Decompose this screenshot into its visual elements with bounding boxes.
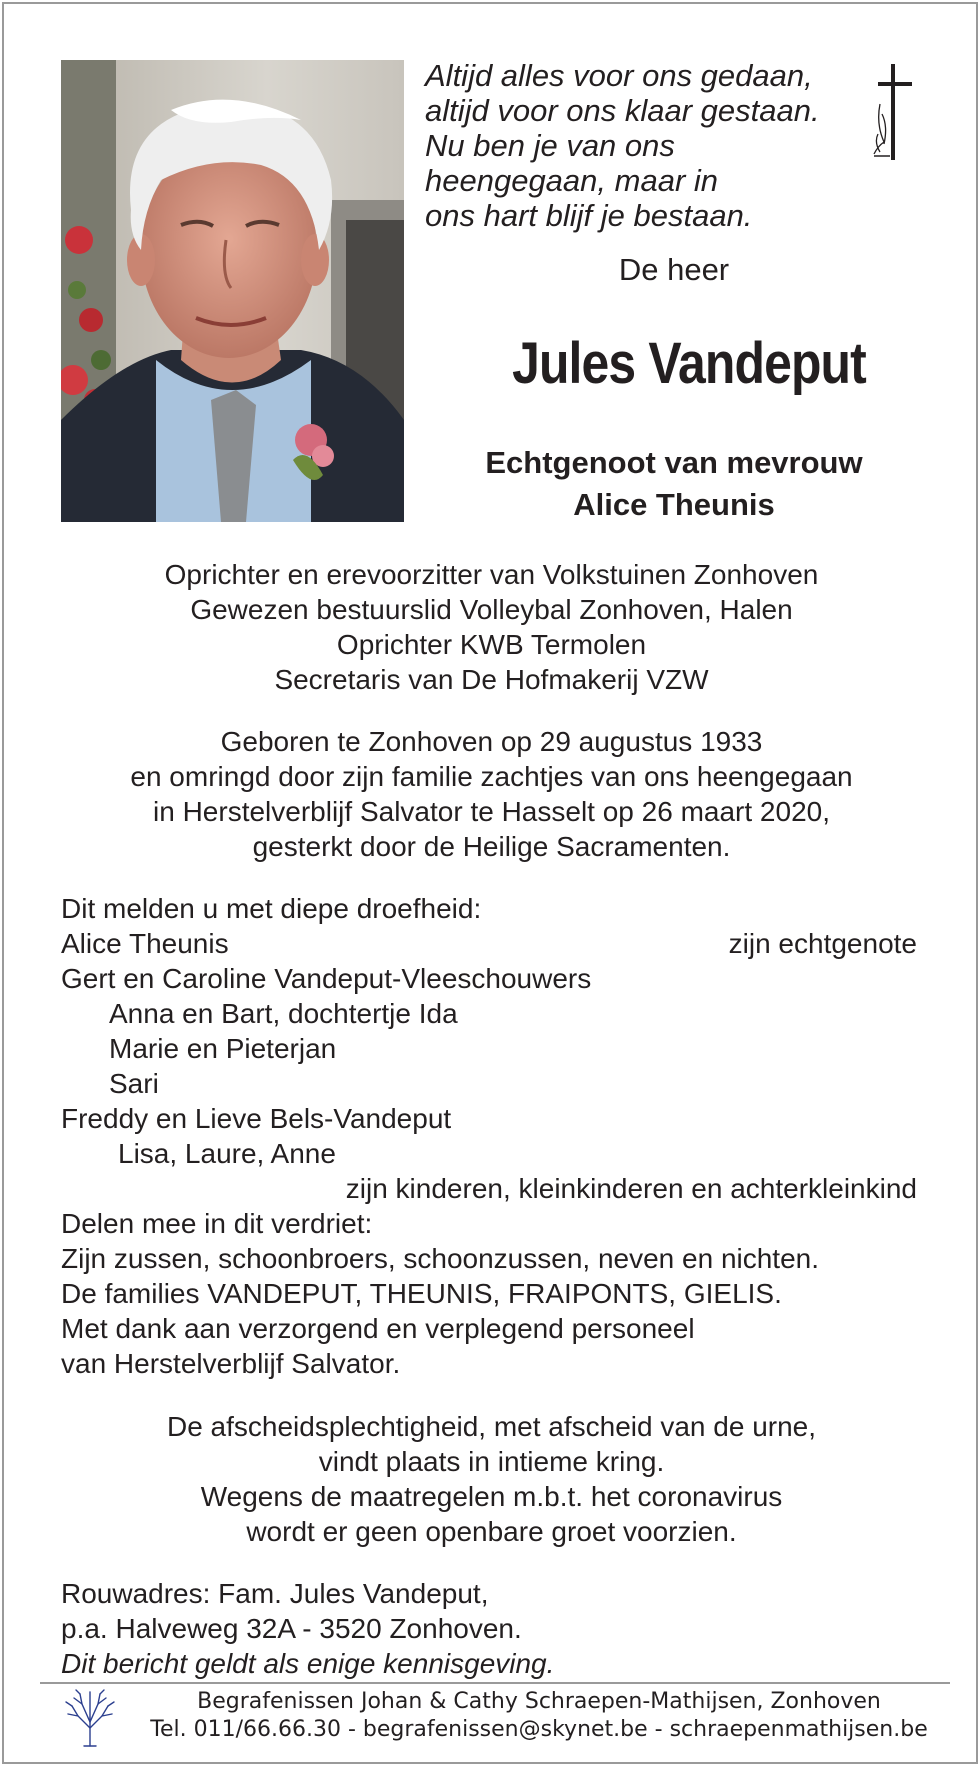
ceremony-line: Wegens de maatregelen m.b.t. het coronavirus xyxy=(200,1481,783,1512)
spouse-relation: zijn echtgenote xyxy=(728,928,917,959)
portrait-photo xyxy=(61,60,404,522)
family-block xyxy=(61,891,941,1381)
birth-death-line: in Herstelverblijf Salvator te Hasselt op 26 maart 2020, xyxy=(153,796,830,827)
poem-line: Altijd alles voor ons gedaan, xyxy=(425,58,813,93)
spouse-name: Alice Theunis xyxy=(61,928,229,959)
birth-death-line: en omringd door zijn familie zachtjes van ons heengegaan xyxy=(130,761,853,792)
child-line: Freddy en Lieve Bels-Vandeput xyxy=(61,1103,452,1134)
relatives-line: van Herstelverblijf Salvator. xyxy=(61,1348,401,1379)
children-relation: zijn kinderen, kleinkinderen en achterkleinkind xyxy=(345,1173,917,1204)
deceased-name: Jules Vandeput xyxy=(512,331,866,396)
funeral-home-footer xyxy=(124,1688,954,1744)
birth-death-block xyxy=(44,724,939,864)
poem-line: Nu ben je van ons xyxy=(425,128,675,163)
ceremony-line: De afscheidsplechtigheid, met afscheid van de urne, xyxy=(166,1411,817,1442)
family-intro: Dit melden u met diepe droefheid: xyxy=(61,893,482,924)
role-line: Oprichter en erevoorzitter van Volkstuinen Zonhoven xyxy=(164,559,819,590)
spouse-line: Alice Theunis xyxy=(573,487,775,522)
footer-line: Begrafenissen Johan & Cathy Schraepen-Mathijsen, Zonhoven xyxy=(197,1689,881,1714)
relatives-line: Zijn zussen, schoonbroers, schoonzussen, neven en nichten. xyxy=(61,1243,820,1274)
role-line: Gewezen bestuurslid Volleybal Zonhoven, Halen xyxy=(190,594,793,625)
grandchild-line: Lisa, Laure, Anne xyxy=(118,1138,336,1169)
poem-line: altijd voor ons klaar gestaan. xyxy=(425,93,820,128)
relatives-line: Met dank aan verzorgend en verplegend personeel xyxy=(61,1313,695,1344)
relatives-line: De families VANDEPUT, THEUNIS, FRAIPONTS, GIELIS. xyxy=(61,1278,782,1309)
birth-death-line: Geboren te Zonhoven op 29 augustus 1933 xyxy=(220,726,763,757)
birth-death-line: gesterkt door de Heilige Sacramenten. xyxy=(252,831,731,862)
ceremony-block xyxy=(44,1409,939,1549)
role-line: Secretaris van De Hofmakerij VZW xyxy=(274,664,709,695)
ceremony-line: vindt plaats in intieme kring. xyxy=(318,1446,665,1477)
footer-divider xyxy=(40,1682,950,1684)
poem xyxy=(425,58,845,233)
grandchild-line: Sari xyxy=(109,1068,159,1099)
spouse-line: Echtgenoot van mevrouw xyxy=(485,445,863,480)
cross-icon xyxy=(870,64,916,164)
address-line: Rouwadres: Fam. Jules Vandeput, xyxy=(61,1578,489,1609)
ceremony-line: wordt er geen openbare groet voorzien. xyxy=(246,1516,737,1547)
poem-line: heengegaan, maar in xyxy=(425,163,719,198)
family-spouse-row xyxy=(61,926,941,961)
title-prefix: De heer xyxy=(618,252,730,287)
footer-line: Tel. 011/66.66.30 - begrafenissen@skynet.be - schraepenmathijsen.be xyxy=(150,1717,928,1742)
address-line: p.a. Halveweg 32A - 3520 Zonhoven. xyxy=(61,1613,522,1644)
obituary-card xyxy=(2,2,978,1764)
child-line: Gert en Caroline Vandeput-Vleeschouwers xyxy=(61,963,592,994)
address-block xyxy=(61,1576,941,1681)
share-intro: Delen mee in dit verdriet: xyxy=(61,1208,373,1239)
tree-logo-icon xyxy=(64,1688,116,1748)
roles-block xyxy=(44,557,939,697)
notice-line: Dit bericht geldt als enige kennisgeving. xyxy=(61,1648,555,1679)
role-line: Oprichter KWB Termolen xyxy=(336,629,647,660)
poem-line: ons hart blijf je bestaan. xyxy=(425,198,753,233)
spouse-info xyxy=(434,442,914,526)
grandchild-line: Anna en Bart, dochtertje Ida xyxy=(109,998,458,1029)
grandchild-line: Marie en Pieterjan xyxy=(109,1033,337,1064)
